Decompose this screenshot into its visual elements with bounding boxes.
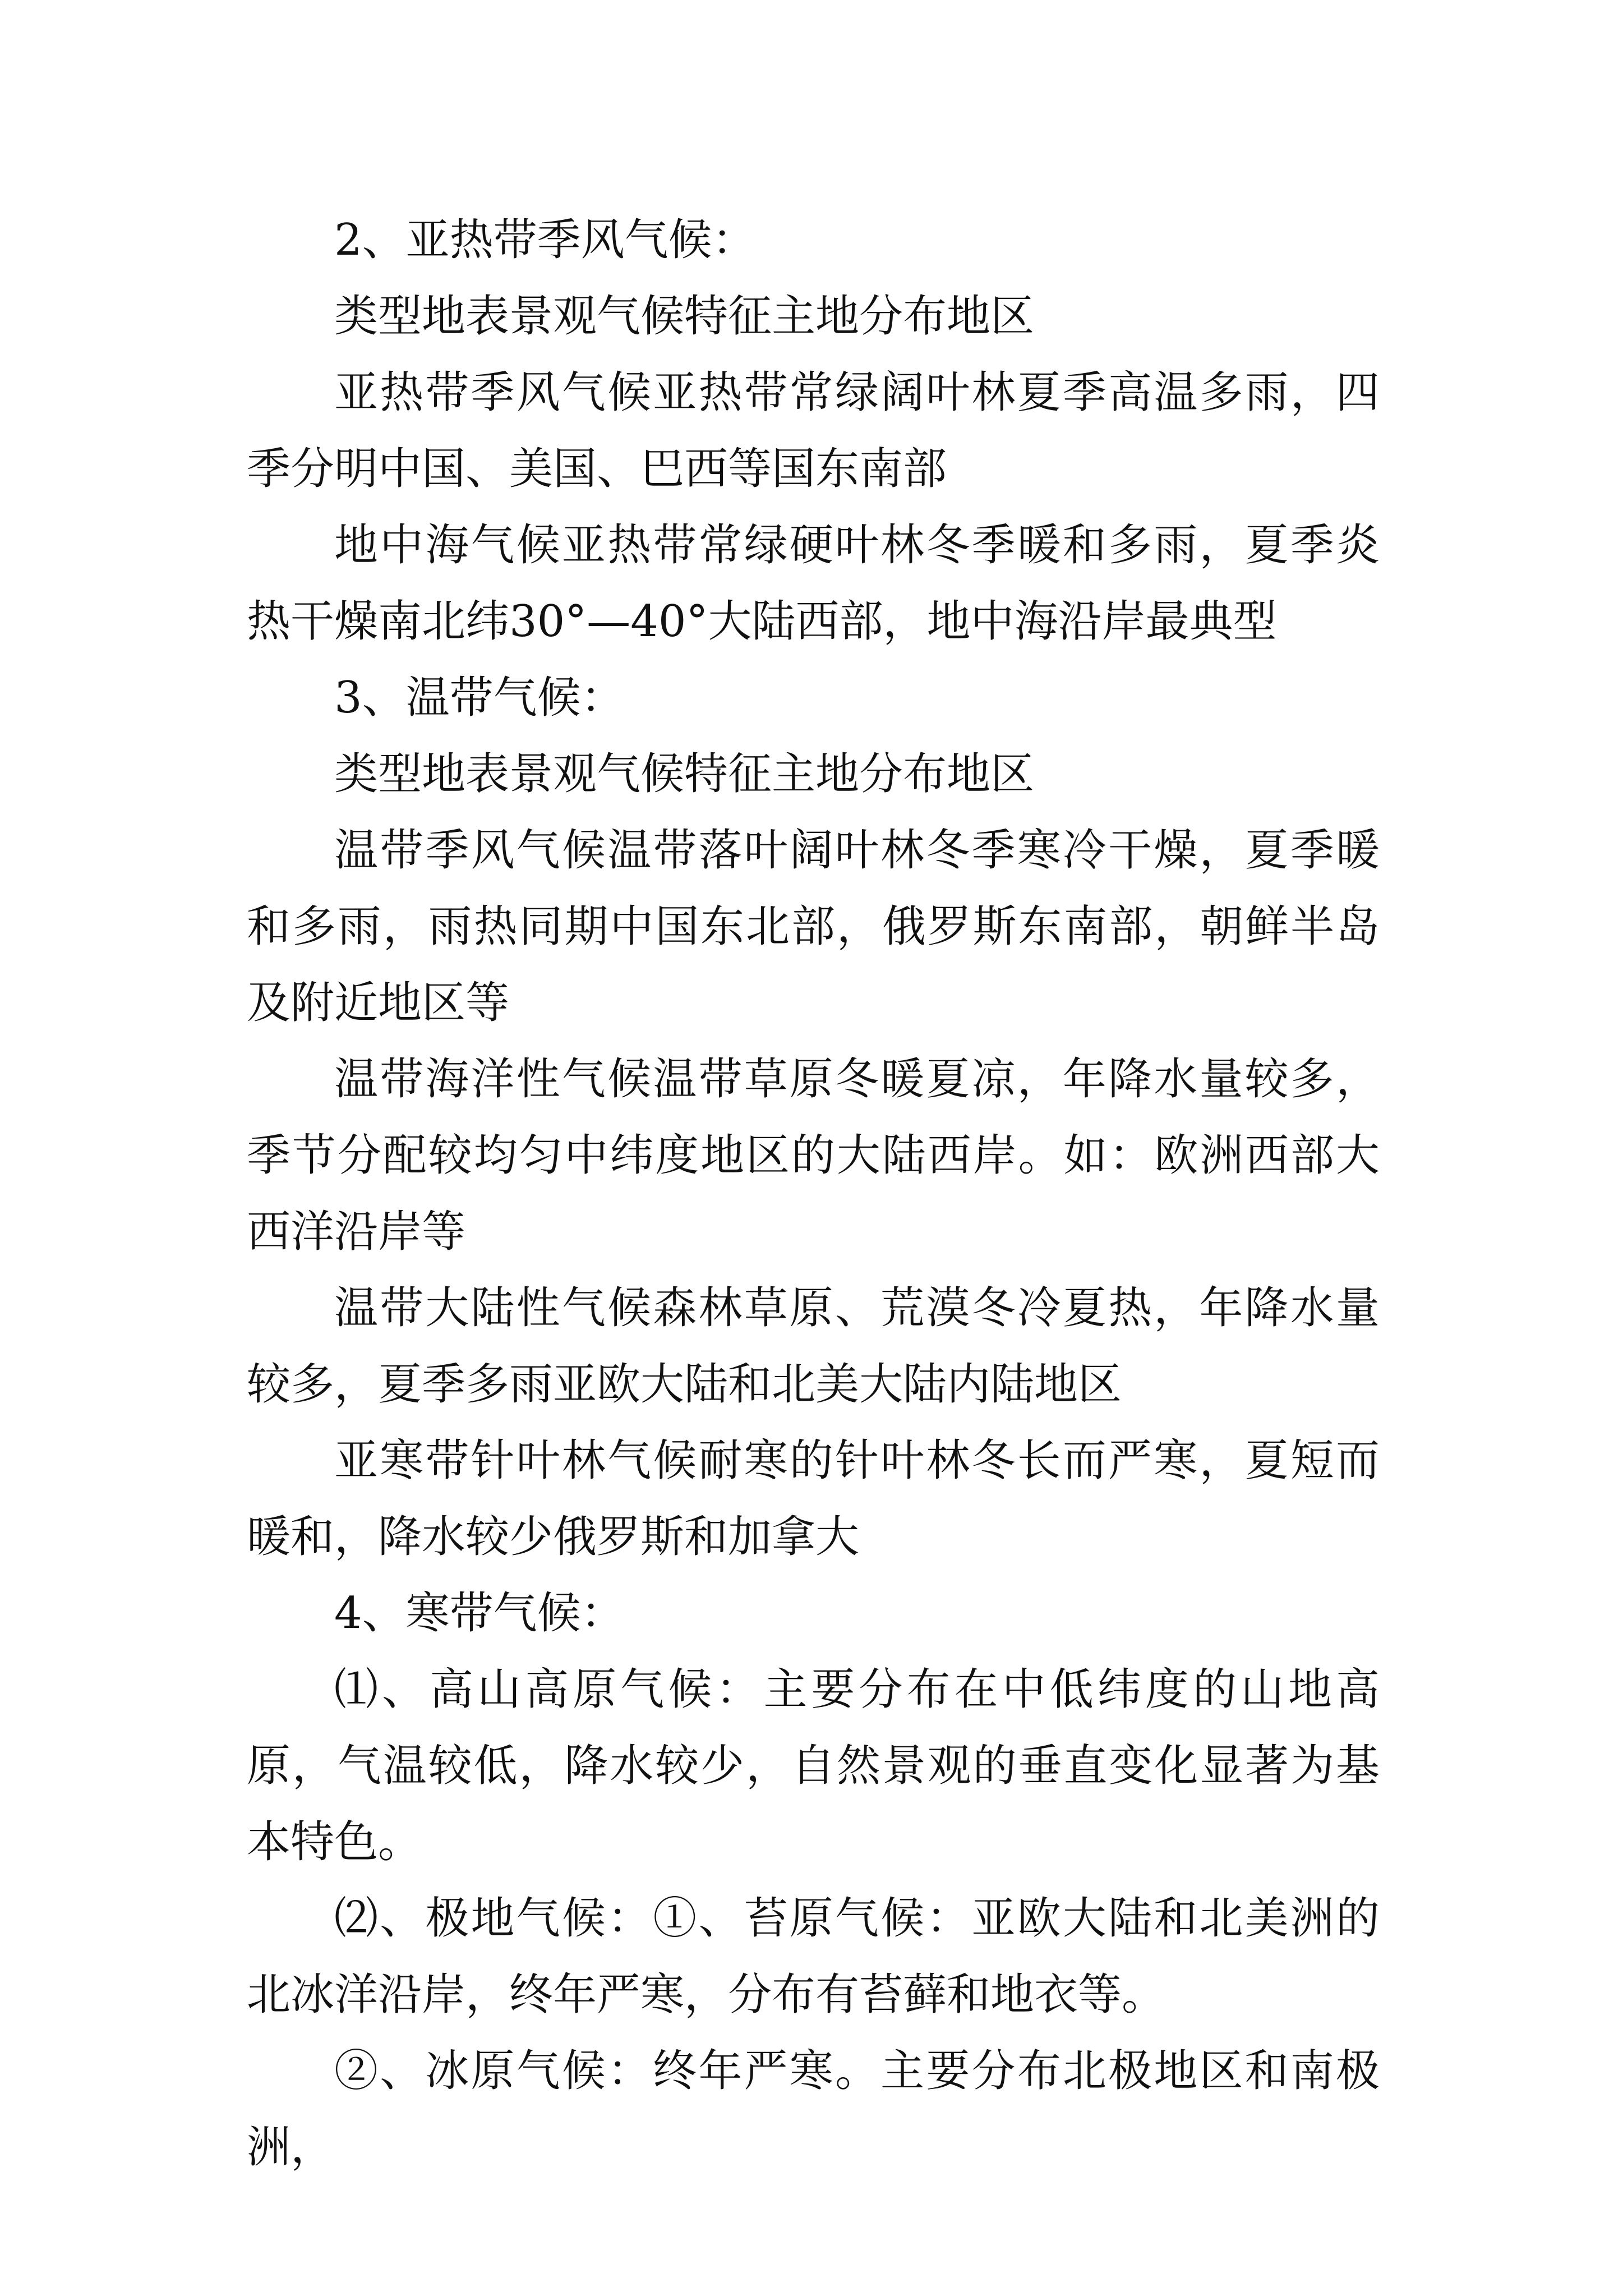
table-header-subtropical: 类型地表景观气候特征主地分布地区 bbox=[334, 291, 1035, 342]
table-header-temperate: 类型地表景观气候特征主地分布地区 bbox=[334, 749, 1035, 799]
document-body bbox=[247, 202, 1380, 2185]
row-temperate-maritime: 温带海洋性气候温带草原冬暖夏凉，年降水量较多，季节分配较均匀中纬度地区的大陆西岸。如：欧洲西部大西洋沿岸等 bbox=[247, 1054, 1380, 1257]
row-subtropical-monsoon: 亚热带季风气候亚热带常绿阔叶林夏季高温多雨，四季分明中国、美国、巴西等国东南部 bbox=[247, 367, 1380, 494]
heading-subtropical-monsoon: 2、亚热带季风气候： bbox=[334, 215, 756, 265]
row-subarctic-coniferous: 亚寒带针叶林气候耐寒的针叶林冬长而严寒，夏短而暖和，降水较少俄罗斯和加拿大 bbox=[247, 1435, 1380, 1562]
row-temperate-continental: 温带大陆性气候森林草原、荒漠冬冷夏热，年降水量较多，夏季多雨亚欧大陆和北美大陆内陆地区 bbox=[247, 1283, 1380, 1410]
row-temperate-monsoon: 温带季风气候温带落叶阔叶林冬季寒冷干燥，夏季暖和多雨，雨热同期中国东北部，俄罗斯东南部，朝鲜半岛及附近地区等 bbox=[247, 825, 1380, 1028]
heading-frigid: 4、寒带气候： bbox=[334, 1588, 625, 1639]
item-ice-cap: ②、冰原气候：终年严寒。主要分布北极地区和南极洲， bbox=[247, 2046, 1380, 2173]
item-polar-tundra: ⑵、极地气候：①、苔原气候：亚欧大陆和北美洲的北冰洋沿岸，终年严寒，分布有苔藓和地衣等。 bbox=[247, 1893, 1380, 2020]
row-mediterranean: 地中海气候亚热带常绿硬叶林冬季暖和多雨，夏季炎热干燥南北纬30°—40°大陆西部，地中海沿岸最典型 bbox=[247, 520, 1380, 647]
item-highland-climate: ⑴、高山高原气候：主要分布在中低纬度的山地高原，气温较低，降水较少，自然景观的垂直变化显著为基本特色。 bbox=[247, 1664, 1380, 1867]
heading-temperate: 3、温带气候： bbox=[334, 673, 625, 723]
